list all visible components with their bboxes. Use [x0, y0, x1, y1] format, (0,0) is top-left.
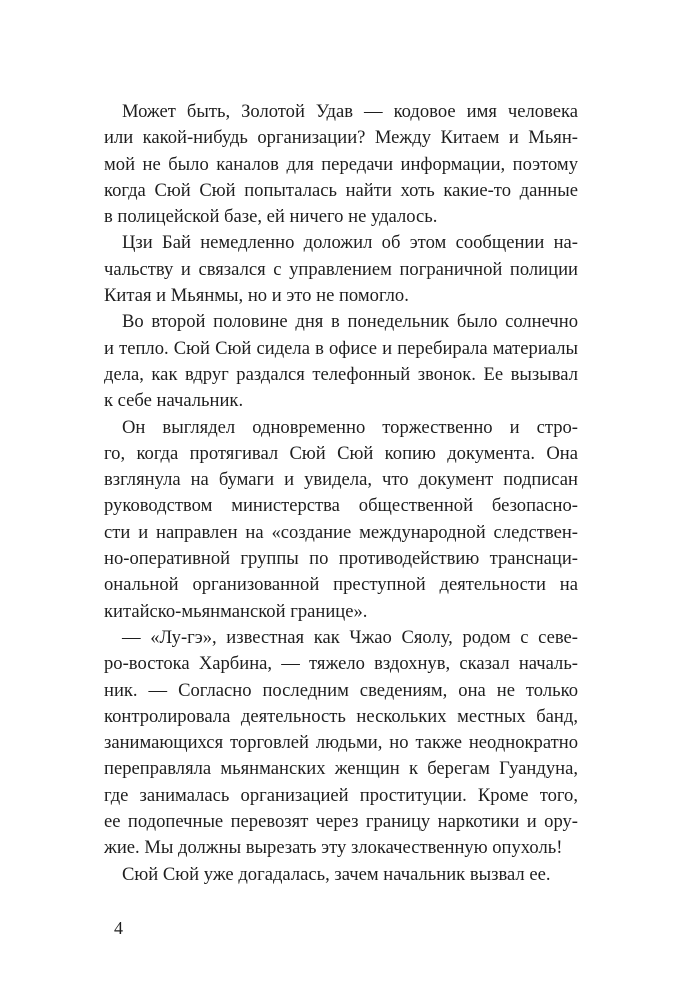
text-line: чальству и связался с управлением пограничной полиции — [104, 258, 578, 280]
text-line: где занималась организацией проституции. Кроме того, — [104, 784, 578, 806]
text-line: или какой-нибудь организации? Между Китаем и Мьян- — [104, 127, 578, 149]
text-line: Он выглядел одновременно торжественно и стро- — [122, 416, 578, 438]
text-line: го, когда протягивал Сюй Сюй копию документа. Она — [104, 442, 578, 464]
text-line: переправляла мьянманских женщин к берегам Гуандуна, — [104, 758, 578, 780]
text-line: ник. — Согласно последним сведениям, она не только — [104, 679, 578, 701]
text-line: занимающихся торговлей людьми, но также неоднократно — [104, 732, 578, 754]
text-line: жие. Мы должны вырезать эту злокачественную опухоль! — [104, 837, 563, 859]
paragraph — [104, 862, 578, 888]
paragraph — [104, 309, 578, 414]
text-line: взглянула на бумаги и увидела, что документ подписан — [104, 469, 578, 491]
text-line: Во второй половине дня в понедельник было солнечно — [122, 311, 578, 333]
text-line: когда Сюй Сюй попыталась найти хоть какие-то данные — [104, 179, 578, 201]
paragraph — [104, 625, 578, 862]
paragraph — [104, 99, 578, 230]
text-line: Китая и Мьянмы, но и это не помогло. — [104, 285, 409, 307]
text-line: Может быть, Золотой Удав — кодовое имя человека — [122, 101, 578, 122]
paragraph — [104, 230, 578, 309]
text-line: ее подопечные перевозят через границу наркотики и ору- — [104, 811, 578, 833]
text-line: к себе начальник. — [104, 390, 244, 412]
text-line: Сюй Сюй уже догадалась, зачем начальник вызвал ее. — [122, 863, 551, 885]
text-line: — «Лу-гэ», известная как Чжао Сяолу, родом с севе- — [122, 626, 578, 648]
text-line: руководством министерства общественной безопасно- — [104, 495, 578, 517]
text-line: но-оперативной группы по противодействию транснаци- — [104, 548, 578, 570]
text-line: ро-востока Харбина, — тяжело вздохнув, сказал началь- — [104, 653, 578, 675]
text-line: и тепло. Сюй Сюй сидела в офисе и перебирала материалы — [104, 337, 578, 359]
text-line: мой не было каналов для передачи информации, поэтому — [104, 153, 578, 175]
text-line: сти и направлен на «создание международной следствен- — [104, 521, 578, 543]
text-line: в полицейской базе, ей ничего не удалось. — [104, 206, 438, 228]
text-line: ональной организованной преступной деятельности на — [104, 574, 578, 596]
text-line: контролировала деятельность нескольких местных банд, — [104, 705, 578, 727]
page-number: 4 — [114, 918, 123, 938]
paragraph — [104, 415, 578, 625]
text-line: дела, как вдруг раздался телефонный звонок. Ее вызывал — [104, 363, 578, 385]
text-line: Цзи Бай немедленно доложил об этом сообщении на- — [122, 232, 578, 254]
text-line: китайско-мьянманской границе». — [104, 600, 368, 622]
body-text — [104, 99, 578, 888]
